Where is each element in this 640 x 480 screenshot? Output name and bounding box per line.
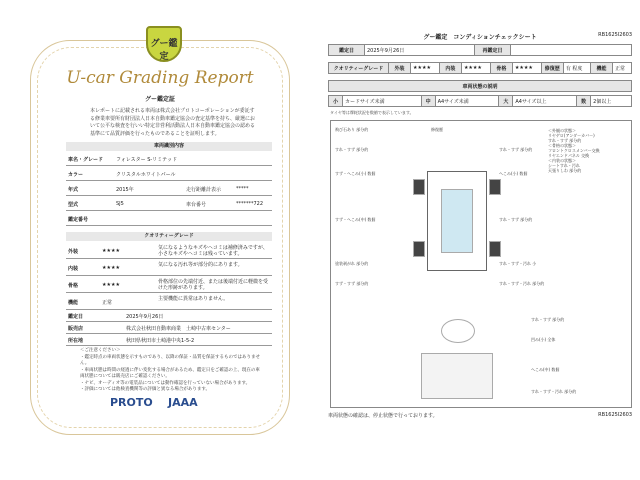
- condition-note: すれ・すず 部分的: [548, 138, 582, 143]
- report-subtitle: グー鑑定証: [144, 96, 175, 103]
- damage-label: 飛び石あり 部分的: [335, 127, 369, 132]
- note-line: ・評価については他検査機関等の評価と異なる場合があります。: [80, 387, 211, 392]
- condition-note: ＜外観の状態＞: [548, 128, 576, 133]
- vehicle-value: クリスタルホワイトパール: [116, 172, 176, 178]
- quality-desc: 骨格部位の先端付近、または後端付近に軽微を受けた形跡があります。: [158, 279, 269, 291]
- quality-row: [66, 294, 272, 310]
- vehicle-key: 鑑定番号: [68, 217, 89, 223]
- footer-docno: RB1625I2603: [598, 412, 632, 418]
- grade-value: ★★★★: [512, 63, 541, 74]
- condition-note: シートすれ・汚れ: [548, 163, 580, 168]
- size-table: [328, 95, 632, 107]
- vehicle-value-2: 走行距離計表示: [186, 187, 222, 193]
- issue-value: 秋田県秋田市土崎港中央1-5-2: [126, 338, 195, 344]
- vehicle-key: 型式: [68, 202, 79, 208]
- quality-label: クオリティーグレード: [329, 63, 389, 74]
- vehicle-value-2: 車台番号: [186, 202, 207, 208]
- quality-row: [66, 277, 272, 293]
- wheel-fr: [489, 179, 501, 195]
- condition-note: フロントクロスメンバー交換: [548, 148, 600, 153]
- size-value: 2個以上: [591, 96, 632, 107]
- issue-key: 販売店: [68, 326, 84, 332]
- quality-row: [66, 260, 272, 276]
- issue-value: 株式会社秋田自動車商業 土崎中古車センター: [126, 326, 231, 332]
- size-value: A4サイズ未満: [435, 96, 499, 107]
- condition-note: 天張りしわ 部分的: [548, 168, 582, 173]
- note-line: ・鑑定時点の車両状態を示すものであり、以降の保証・品質を保証するものではありません。: [80, 354, 260, 366]
- damage-label: すれ・すず 部分的: [531, 317, 565, 322]
- size-key: 小: [329, 96, 343, 107]
- quality-row: [66, 243, 272, 259]
- quality-stars: ★★★★: [102, 248, 120, 254]
- damage-label: すれ・すず・汚れ 小: [499, 261, 537, 266]
- vehicle-key: 年式: [68, 187, 79, 193]
- badge-label: グー鑑定: [150, 39, 178, 62]
- doc-number: RB1625I2603: [598, 32, 632, 38]
- disclaimer-notes: [80, 348, 260, 394]
- damage-label: すれ・すず 部分的: [499, 147, 533, 152]
- proto-logo: PROTO: [110, 396, 153, 409]
- vehicle-row: [66, 167, 272, 181]
- quality-stars: 正常: [102, 300, 113, 306]
- issue-row: [66, 311, 272, 322]
- size-value: A4サイズ以上: [513, 96, 577, 107]
- grade-value: ★★★★: [411, 63, 440, 74]
- quality-key: 骨格: [68, 283, 79, 289]
- quality-desc: 主要機能に異常はありません。: [158, 296, 229, 302]
- quality-stars: ★★★★: [102, 265, 120, 271]
- logos: [110, 396, 230, 412]
- vehicle-row: [66, 197, 272, 211]
- vehicle-key: カラー: [68, 172, 84, 178]
- vehicle-header: 車両識別内容: [66, 142, 272, 151]
- grade-table: [328, 62, 632, 74]
- damage-label: ヘこみ(中) 数個: [531, 367, 560, 372]
- vehicle-value-3: *****: [236, 186, 249, 192]
- vehicle-row: [66, 182, 272, 196]
- footer-text: 車両状態の確認は、停止状態で行っております。: [328, 413, 438, 419]
- condition-sheet: [320, 0, 640, 480]
- issue-row: [66, 335, 272, 346]
- intro-text: 本レポートに記載される車両は株式会社プロトコーポレーションが委託する修業車要所有財団法人日本自動車鑑定協会の査定基準を持ち、厳選において公平な検査を行いい特定非営利活動法人日本自動車鑑定協会の認める基準にて品質評価を行ったものであることを証明します。: [90, 108, 256, 137]
- grade-value: ★★★★: [461, 63, 490, 74]
- grade-key: 内装: [439, 63, 461, 74]
- quality-key: 機能: [68, 300, 79, 306]
- note-line: ・車両状態は時間の経過に伴い変化する場合があるため、鑑定日をご確認の上、現在の車両状態については販売店にご確認ください。: [80, 367, 260, 379]
- vehicle-row: [66, 152, 272, 166]
- note-line: ・ナビ、オーディオ等の電装品については動作確認を行っていない場合があります。: [80, 380, 251, 386]
- grade-key: 修復歴: [541, 63, 563, 74]
- damage-label: すれ・すず・汚れ 部分的: [531, 389, 577, 394]
- steering-icon: [441, 319, 475, 343]
- condition-note: ＜骨格の状態＞: [548, 143, 576, 148]
- issue-value: 2025年9月26日: [126, 314, 164, 320]
- quality-stars: ★★★★: [102, 282, 120, 288]
- vehicle-value: フォレスター S-リミテッド: [116, 157, 178, 163]
- condition-note: リヤゲロ(アンダーカバー): [548, 133, 595, 138]
- date-table: [328, 44, 632, 56]
- quality-desc: 気になるようなキズやヘコミは補修済みですが、小さなキズやヘコミは残っています。: [158, 245, 268, 257]
- quality-desc: 気になる汚れ等が部分的にあります。: [158, 262, 243, 268]
- damage-label: すれ・すず・汚れ 部分的: [499, 281, 545, 286]
- goo-badge: [146, 26, 182, 62]
- reappraisal-label: 再鑑定日: [475, 45, 511, 56]
- damage-label: すず・すず 部分的: [335, 281, 369, 286]
- quality-key: 内装: [68, 266, 79, 272]
- wheel-rl: [413, 241, 425, 257]
- grade-value: 有 程度: [563, 63, 590, 74]
- legend-text: タイヤ等は摩耗状況を数値で表示しています。: [330, 110, 414, 115]
- damage-label: ヘこみ(小) 数個: [499, 171, 528, 176]
- date-value: 2025年9月26日: [365, 45, 475, 56]
- state-title: 車両状態の説明: [329, 81, 632, 92]
- vehicle-value: SJ5: [116, 201, 124, 207]
- condition-note: ＜内装の状態＞: [548, 158, 576, 163]
- damage-label: すれ・すず 部分的: [335, 147, 369, 152]
- vehicle-value: 2015年: [116, 187, 134, 193]
- grade-key: 骨格: [490, 63, 512, 74]
- sheet-footer: [328, 412, 632, 419]
- damage-label: すず・へこみ(中) 数個: [335, 217, 376, 222]
- vehicle-key: 車名・グレード: [68, 157, 104, 163]
- condition-notes: [548, 128, 632, 173]
- date-label: 鑑定日: [329, 45, 365, 56]
- wheel-rr: [489, 241, 501, 257]
- damage-label: すず・へこみ(小) 数個: [335, 171, 376, 176]
- issue-row: [66, 323, 272, 334]
- grade-value: 正常: [613, 63, 632, 74]
- reappraisal-value: [511, 45, 632, 56]
- jaaa-logo: JAAA: [168, 396, 198, 409]
- report-title: U-car Grading Report: [66, 68, 254, 88]
- size-key: 数: [577, 96, 591, 107]
- wheel-fl: [413, 179, 425, 195]
- condition-note: リヤエンドパネル 交換: [548, 153, 590, 158]
- issue-key: 鑑定日: [68, 314, 84, 320]
- car-roof: [441, 189, 473, 253]
- damage-label: すれ・すず 部分的: [499, 217, 533, 222]
- damage-label: 塗装剥がれ 部分的: [335, 261, 369, 266]
- damage-label: 修復歴: [431, 127, 443, 132]
- interior-layout: [421, 353, 493, 399]
- size-key: 大: [499, 96, 513, 107]
- sheet-title: グー鑑定 コンディションチェックシート: [423, 34, 537, 41]
- vehicle-value-3: *******722: [236, 201, 264, 207]
- state-title-table: [328, 80, 632, 92]
- grade-key: 外装: [389, 63, 411, 74]
- quality-header: クオリティーグレード: [66, 232, 272, 241]
- issue-key: 所在地: [68, 338, 84, 344]
- grade-key: 機能: [591, 63, 613, 74]
- vehicle-row: [66, 212, 272, 226]
- damage-label: 凹み(小) 全体: [531, 337, 556, 342]
- size-key: 中: [421, 96, 435, 107]
- quality-key: 外装: [68, 249, 79, 255]
- size-value: カードサイズ未満: [343, 96, 422, 107]
- note-line: ＜ご注意ください＞: [80, 348, 121, 353]
